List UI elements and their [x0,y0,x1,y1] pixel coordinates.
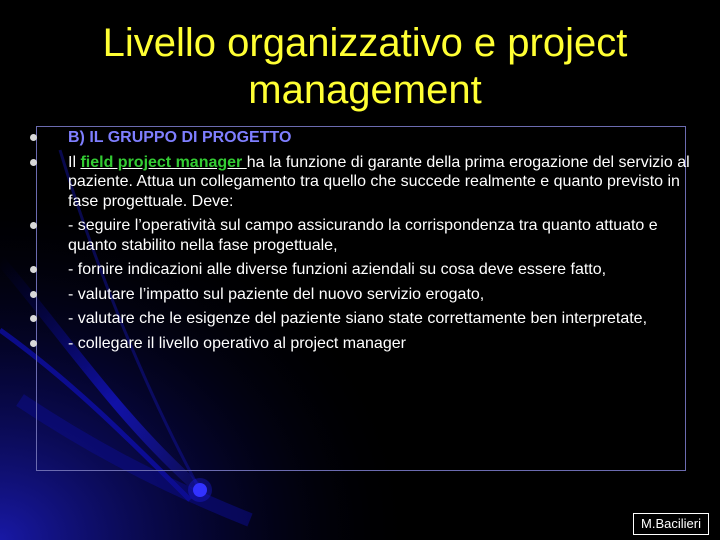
item-text: - fornire indicazioni alle diverse funzioni aziendali su cosa deve essere fatto, [68,261,607,278]
list-item [30,153,690,212]
item-text: - seguire l’operatività sul campo assicurando la corrispondenza tra quanto attuato e quanto stabilito nella fase progettuale, [68,217,658,254]
bullet-dot-icon [30,159,37,166]
bullet-dot-icon [30,222,37,229]
item-text: - collegare il livello operativo al project manager [68,334,406,352]
bullet-dot-icon [30,340,37,347]
section-heading: B) IL GRUPPO DI PROGETTO [68,129,292,146]
slide-title [40,20,690,114]
list-item [30,128,690,148]
item-text-after: ha la funzione di garante della prima erogazione del servizio al paziente. Attua un collegamento tra quello che succede realmente e quanto previsto in fase progettuale. Deve: [68,153,690,210]
author-signature: M.Bacilieri [633,513,709,535]
slide-title-line1: Livello organizzativo e project [102,21,628,65]
slide-title-line2: management [248,68,482,112]
item-text: - valutare l’impatto sul paziente del nuovo servizio erogato, [68,285,485,303]
list-item [30,216,690,255]
list-item [30,285,690,305]
item-text: - valutare che le esigenze del paziente siano state correttamente ben interpretate, [68,310,648,327]
bullet-dot-icon [30,315,37,322]
list-item [30,309,690,329]
bullet-dot-icon [30,291,37,298]
list-item [30,260,690,280]
field-project-manager-highlight: field project manager [80,153,247,171]
item-text-before: Il [68,153,81,171]
bullet-dot-icon [30,266,37,273]
bullet-dot-icon [30,134,37,141]
bullet-list [30,128,690,358]
list-item [30,334,690,354]
